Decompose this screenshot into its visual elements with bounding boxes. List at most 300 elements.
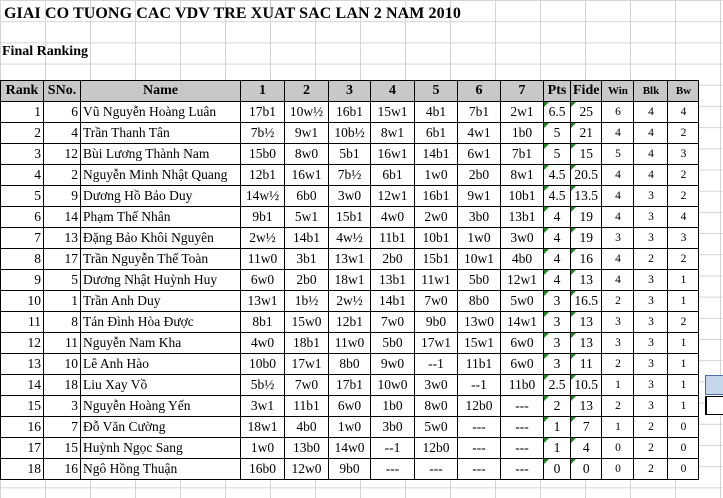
cell-sno[interactable]: 12 xyxy=(44,144,81,165)
cell-round-1[interactable]: 14w½ xyxy=(241,186,285,207)
cell-round-7[interactable]: --- xyxy=(501,438,544,459)
cell-round-6[interactable]: 4w1 xyxy=(458,123,501,144)
cell-rank[interactable]: 15 xyxy=(1,396,44,417)
cell-rank[interactable]: 7 xyxy=(1,228,44,249)
cell-sno[interactable]: 10 xyxy=(44,354,81,375)
cell-round-1[interactable]: 9b1 xyxy=(241,207,285,228)
cell-pts[interactable]: 4 xyxy=(544,228,571,249)
cell-pts[interactable]: 4 xyxy=(544,270,571,291)
cell-round-7[interactable]: 6w0 xyxy=(501,354,544,375)
cell-round-7[interactable]: --- xyxy=(501,459,544,480)
cell-round-1[interactable]: 16b0 xyxy=(241,459,285,480)
cell-blk[interactable]: 2 xyxy=(634,249,668,270)
cell-name[interactable]: Tán Đình Hòa Được xyxy=(81,312,241,333)
cell-pts[interactable]: 2.5 xyxy=(544,375,571,396)
cell-round-6[interactable]: 1w0 xyxy=(458,228,501,249)
cell-pts[interactable]: 4 xyxy=(544,207,571,228)
cell-sno[interactable]: 18 xyxy=(44,375,81,396)
cell-bw[interactable]: 1 xyxy=(668,354,699,375)
cell-round-2[interactable]: 12w0 xyxy=(285,459,329,480)
cell-round-5[interactable]: 17w1 xyxy=(415,333,458,354)
cell-round-3[interactable]: 10b½ xyxy=(329,123,371,144)
cell-rank[interactable]: 4 xyxy=(1,165,44,186)
cell-round-2[interactable]: 5w1 xyxy=(285,207,329,228)
table-row xyxy=(1,123,699,144)
table-row xyxy=(1,144,699,165)
cell-pts[interactable]: 5 xyxy=(544,144,571,165)
cell-round-4[interactable]: --1 xyxy=(371,438,415,459)
cell-win[interactable]: 0 xyxy=(602,438,634,459)
header-round-6[interactable]: 6 xyxy=(458,81,501,102)
cell-name[interactable]: Trần Anh Duy xyxy=(81,291,241,312)
cell-round-4[interactable]: 3b0 xyxy=(371,417,415,438)
header-round-1[interactable]: 1 xyxy=(241,81,285,102)
cell-pts[interactable]: 4.5 xyxy=(544,186,571,207)
cell-win[interactable]: 4 xyxy=(602,165,634,186)
cell-pts[interactable]: 3 xyxy=(544,312,571,333)
cell-sno[interactable]: 16 xyxy=(44,459,81,480)
cell-round-6[interactable]: --- xyxy=(458,417,501,438)
cell-blk[interactable]: 4 xyxy=(634,165,668,186)
cell-name[interactable]: Lê Anh Hào xyxy=(81,354,241,375)
header-fide[interactable]: Fide xyxy=(571,81,602,102)
cell-fide[interactable]: 16 xyxy=(571,249,602,270)
cell-fide[interactable]: 13 xyxy=(571,396,602,417)
cell-pts[interactable]: 0 xyxy=(544,459,571,480)
ranking-table xyxy=(0,80,699,480)
cell-round-2[interactable]: 11b1 xyxy=(285,396,329,417)
cell-pts[interactable]: 1 xyxy=(544,438,571,459)
cell-round-4[interactable]: 14b1 xyxy=(371,291,415,312)
cell-round-2[interactable]: 6b0 xyxy=(285,186,329,207)
table-row xyxy=(1,291,699,312)
header-pts[interactable]: Pts xyxy=(544,81,571,102)
cell-round-6[interactable]: 5b0 xyxy=(458,270,501,291)
cell-blk[interactable]: 4 xyxy=(634,102,668,123)
cell-win[interactable]: 5 xyxy=(602,144,634,165)
cell-bw[interactable]: 2 xyxy=(668,312,699,333)
header-round-5[interactable]: 5 xyxy=(415,81,458,102)
header-round-4[interactable]: 4 xyxy=(371,81,415,102)
cell-fide[interactable]: 21 xyxy=(571,123,602,144)
cell-fide[interactable]: 10.5 xyxy=(571,375,602,396)
cell-pts[interactable]: 4.5 xyxy=(544,165,571,186)
cell-name[interactable]: Nguyễn Nam Kha xyxy=(81,333,241,354)
cell-round-2[interactable]: 9w1 xyxy=(285,123,329,144)
cell-win[interactable]: 4 xyxy=(602,207,634,228)
cell-bw[interactable]: 2 xyxy=(668,123,699,144)
cell-win[interactable]: 1 xyxy=(602,417,634,438)
cell-round-4[interactable]: 8w1 xyxy=(371,123,415,144)
cell-round-4[interactable]: 5b0 xyxy=(371,333,415,354)
cell-bw[interactable]: 3 xyxy=(668,144,699,165)
cell-round-2[interactable]: 7w0 xyxy=(285,375,329,396)
cell-win[interactable]: 2 xyxy=(602,354,634,375)
cell-round-7[interactable]: 1b0 xyxy=(501,123,544,144)
cell-blk[interactable]: 3 xyxy=(634,228,668,249)
cell-blk[interactable]: 3 xyxy=(634,354,668,375)
cell-name[interactable]: Ngô Hồng Thuận xyxy=(81,459,241,480)
cell-rank[interactable]: 5 xyxy=(1,186,44,207)
cell-rank[interactable]: 3 xyxy=(1,144,44,165)
cell-round-4[interactable]: 10w0 xyxy=(371,375,415,396)
cell-round-6[interactable]: 8b0 xyxy=(458,291,501,312)
cell-bw[interactable]: 0 xyxy=(668,417,699,438)
cell-round-7[interactable]: 2w1 xyxy=(501,102,544,123)
cell-round-7[interactable]: 11b0 xyxy=(501,375,544,396)
header-row xyxy=(1,81,699,102)
cell-round-3[interactable]: 17b1 xyxy=(329,375,371,396)
cell-pts[interactable]: 2 xyxy=(544,396,571,417)
cell-rank[interactable]: 9 xyxy=(1,270,44,291)
cell-round-2[interactable]: 8w0 xyxy=(285,144,329,165)
cell-bw[interactable]: 2 xyxy=(668,165,699,186)
cell-pts[interactable]: 6.5 xyxy=(544,102,571,123)
cell-round-3[interactable]: 2w½ xyxy=(329,291,371,312)
cell-fide[interactable]: 16.5 xyxy=(571,291,602,312)
cell-round-3[interactable]: 1w0 xyxy=(329,417,371,438)
header-sno[interactable]: SNo. xyxy=(44,81,81,102)
cell-round-1[interactable]: 17b1 xyxy=(241,102,285,123)
cell-round-4[interactable]: 12w1 xyxy=(371,186,415,207)
cell-round-1[interactable]: 12b1 xyxy=(241,165,285,186)
cell-name[interactable]: Đặng Bảo Khôi Nguyên xyxy=(81,228,241,249)
cell-round-7[interactable]: 8w1 xyxy=(501,165,544,186)
cell-round-7[interactable]: 13b1 xyxy=(501,207,544,228)
cell-fide[interactable]: 20.5 xyxy=(571,165,602,186)
cell-blk[interactable]: 3 xyxy=(634,270,668,291)
cell-bw[interactable]: 2 xyxy=(668,186,699,207)
cell-round-5[interactable]: 11w1 xyxy=(415,270,458,291)
cell-round-5[interactable]: 14b1 xyxy=(415,144,458,165)
cell-sno[interactable]: 3 xyxy=(44,396,81,417)
cell-sno[interactable]: 6 xyxy=(44,102,81,123)
cell-win[interactable]: 3 xyxy=(602,312,634,333)
cell-rank[interactable]: 12 xyxy=(1,333,44,354)
cell-win[interactable]: 2 xyxy=(602,396,634,417)
cell-blk[interactable]: 2 xyxy=(634,438,668,459)
cell-rank[interactable]: 2 xyxy=(1,123,44,144)
cell-round-3[interactable]: 9b0 xyxy=(329,459,371,480)
cell-fide[interactable]: 13 xyxy=(571,312,602,333)
cell-fide[interactable]: 13.5 xyxy=(571,186,602,207)
cell-round-1[interactable]: 13w1 xyxy=(241,291,285,312)
cell-round-7[interactable]: 5w0 xyxy=(501,291,544,312)
cell-round-5[interactable]: 8w0 xyxy=(415,396,458,417)
table-row xyxy=(1,270,699,291)
cell-round-5[interactable]: --- xyxy=(415,459,458,480)
cell-win[interactable]: 4 xyxy=(602,270,634,291)
cell-rank[interactable]: 14 xyxy=(1,375,44,396)
cell-rank[interactable]: 13 xyxy=(1,354,44,375)
cell-win[interactable]: 0 xyxy=(602,459,634,480)
cell-round-5[interactable]: 16b1 xyxy=(415,186,458,207)
cell-round-5[interactable]: 6b1 xyxy=(415,123,458,144)
cell-bw[interactable]: 0 xyxy=(668,459,699,480)
cell-pts[interactable]: 5 xyxy=(544,123,571,144)
cell-blk[interactable]: 4 xyxy=(634,144,668,165)
cell-name[interactable]: Phạm Thế Nhân xyxy=(81,207,241,228)
cell-win[interactable]: 4 xyxy=(602,123,634,144)
cell-name[interactable]: Nguyễn Hoàng Yến xyxy=(81,396,241,417)
cell-rank[interactable]: 10 xyxy=(1,291,44,312)
cell-sno[interactable]: 7 xyxy=(44,417,81,438)
cell-fide[interactable]: 19 xyxy=(571,207,602,228)
cell-round-2[interactable]: 10w½ xyxy=(285,102,329,123)
cell-round-4[interactable]: 11b1 xyxy=(371,228,415,249)
cell-round-6[interactable]: 13w0 xyxy=(458,312,501,333)
cell-round-4[interactable]: 9w0 xyxy=(371,354,415,375)
cell-round-6[interactable]: 9w1 xyxy=(458,186,501,207)
cell-round-2[interactable]: 16w1 xyxy=(285,165,329,186)
cell-round-6[interactable]: 11b1 xyxy=(458,354,501,375)
cell-round-1[interactable]: 11w0 xyxy=(241,249,285,270)
table-row xyxy=(1,375,699,396)
cell-round-7[interactable]: 7b1 xyxy=(501,144,544,165)
cell-round-3[interactable]: 4w½ xyxy=(329,228,371,249)
cell-round-5[interactable]: 15b1 xyxy=(415,249,458,270)
cell-blk[interactable]: 3 xyxy=(634,312,668,333)
table-row xyxy=(1,417,699,438)
cell-win[interactable]: 4 xyxy=(602,249,634,270)
cell-round-5[interactable]: 5w0 xyxy=(415,417,458,438)
cell-rank[interactable]: 8 xyxy=(1,249,44,270)
cell-win[interactable]: 3 xyxy=(602,228,634,249)
cell-round-7[interactable]: --- xyxy=(501,417,544,438)
cell-round-3[interactable]: 5b1 xyxy=(329,144,371,165)
cell-bw[interactable]: 4 xyxy=(668,102,699,123)
cell-round-4[interactable]: 15w1 xyxy=(371,102,415,123)
cell-sno[interactable]: 13 xyxy=(44,228,81,249)
cell-sno[interactable]: 1 xyxy=(44,291,81,312)
cell-round-7[interactable]: 12w1 xyxy=(501,270,544,291)
cell-name[interactable]: Nguyễn Minh Nhật Quang xyxy=(81,165,241,186)
cell-fide[interactable]: 25 xyxy=(571,102,602,123)
cell-name[interactable]: Vũ Nguyễn Hoàng Luân xyxy=(81,102,241,123)
cell-sno[interactable]: 2 xyxy=(44,165,81,186)
cell-round-7[interactable]: --- xyxy=(501,396,544,417)
cell-sno[interactable]: 5 xyxy=(44,270,81,291)
cell-round-3[interactable]: 6w0 xyxy=(329,396,371,417)
cell-sno[interactable]: 15 xyxy=(44,438,81,459)
cell-blk[interactable]: 3 xyxy=(634,186,668,207)
cell-win[interactable]: 3 xyxy=(602,333,634,354)
cell-sno[interactable]: 4 xyxy=(44,123,81,144)
cell-fide[interactable]: 15 xyxy=(571,144,602,165)
cell-round-4[interactable]: 2b0 xyxy=(371,249,415,270)
cell-round-5[interactable]: 4b1 xyxy=(415,102,458,123)
cell-round-1[interactable]: 6w0 xyxy=(241,270,285,291)
cell-round-2[interactable]: 2b0 xyxy=(285,270,329,291)
cell-round-3[interactable]: 14w0 xyxy=(329,438,371,459)
cell-round-2[interactable]: 17w1 xyxy=(285,354,329,375)
cell-round-1[interactable]: 7b½ xyxy=(241,123,285,144)
cell-fide[interactable]: 11 xyxy=(571,354,602,375)
header-bw[interactable]: Bw xyxy=(668,81,699,102)
table-row xyxy=(1,438,699,459)
cell-round-7[interactable]: 14w1 xyxy=(501,312,544,333)
cell-round-1[interactable]: 2w½ xyxy=(241,228,285,249)
cell-rank[interactable]: 1 xyxy=(1,102,44,123)
cell-round-6[interactable]: 10w1 xyxy=(458,249,501,270)
cell-bw[interactable]: 1 xyxy=(668,291,699,312)
cell-round-4[interactable]: 1b0 xyxy=(371,396,415,417)
cell-round-7[interactable]: 6w0 xyxy=(501,333,544,354)
cell-round-5[interactable]: 7w0 xyxy=(415,291,458,312)
page-title: GIAI CO TUONG CAC VDV TRE XUAT SAC LAN 2 NAM 2010 xyxy=(4,5,461,22)
cell-bw[interactable]: 1 xyxy=(668,396,699,417)
cell-fide[interactable]: 13 xyxy=(571,333,602,354)
cell-fide[interactable]: 4 xyxy=(571,438,602,459)
cell-round-6[interactable]: 15w1 xyxy=(458,333,501,354)
cell-fide[interactable]: 7 xyxy=(571,417,602,438)
cell-round-2[interactable]: 15w0 xyxy=(285,312,329,333)
cell-sno[interactable]: 9 xyxy=(44,186,81,207)
cell-round-3[interactable]: 16b1 xyxy=(329,102,371,123)
cell-rank[interactable]: 17 xyxy=(1,438,44,459)
cell-round-2[interactable]: 4b0 xyxy=(285,417,329,438)
cell-sno[interactable]: 17 xyxy=(44,249,81,270)
cell-bw[interactable]: 1 xyxy=(668,270,699,291)
cell-blk[interactable]: 3 xyxy=(634,333,668,354)
cell-round-3[interactable]: 18w1 xyxy=(329,270,371,291)
cell-round-4[interactable]: 13b1 xyxy=(371,270,415,291)
cell-round-4[interactable]: --- xyxy=(371,459,415,480)
cell-sno[interactable]: 8 xyxy=(44,312,81,333)
cell-round-7[interactable]: 10b1 xyxy=(501,186,544,207)
header-round-7[interactable]: 7 xyxy=(501,81,544,102)
cell-blk[interactable]: 3 xyxy=(634,375,668,396)
cell-win[interactable]: 6 xyxy=(602,102,634,123)
cell-round-4[interactable]: 6b1 xyxy=(371,165,415,186)
cell-pts[interactable]: 3 xyxy=(544,291,571,312)
cell-rank[interactable]: 18 xyxy=(1,459,44,480)
cell-round-2[interactable]: 14b1 xyxy=(285,228,329,249)
cell-pts[interactable]: 1 xyxy=(544,417,571,438)
cell-blk[interactable]: 3 xyxy=(634,291,668,312)
cell-blk[interactable]: 2 xyxy=(634,417,668,438)
cell-round-3[interactable]: 12b1 xyxy=(329,312,371,333)
cell-round-6[interactable]: --- xyxy=(458,459,501,480)
table-row xyxy=(1,333,699,354)
cell-round-3[interactable]: 8b0 xyxy=(329,354,371,375)
cell-round-3[interactable]: 13w1 xyxy=(329,249,371,270)
cell-fide[interactable]: 13 xyxy=(571,270,602,291)
cell-round-4[interactable]: 4w0 xyxy=(371,207,415,228)
cell-round-6[interactable]: 3b0 xyxy=(458,207,501,228)
cell-round-5[interactable]: 3w0 xyxy=(415,375,458,396)
cell-round-4[interactable]: 7w0 xyxy=(371,312,415,333)
cell-round-6[interactable]: --1 xyxy=(458,375,501,396)
cell-sno[interactable]: 14 xyxy=(44,207,81,228)
header-round-2[interactable]: 2 xyxy=(285,81,329,102)
cell-round-1[interactable]: 5b½ xyxy=(241,375,285,396)
cell-win[interactable]: 4 xyxy=(602,186,634,207)
cell-pts[interactable]: 3 xyxy=(544,354,571,375)
cell-name[interactable]: Huỳnh Ngọc Sang xyxy=(81,438,241,459)
cell-round-7[interactable]: 3w0 xyxy=(501,228,544,249)
cell-round-5[interactable]: 9b0 xyxy=(415,312,458,333)
cell-round-5[interactable]: --1 xyxy=(415,354,458,375)
cell-blk[interactable]: 4 xyxy=(634,123,668,144)
cell-round-6[interactable]: 2b0 xyxy=(458,165,501,186)
subtitle: Final Ranking xyxy=(2,44,88,59)
cell-round-6[interactable]: 7b1 xyxy=(458,102,501,123)
cell-fide[interactable]: 19 xyxy=(571,228,602,249)
cell-rank[interactable]: 11 xyxy=(1,312,44,333)
cell-bw[interactable]: 1 xyxy=(668,333,699,354)
header-round-3[interactable]: 3 xyxy=(329,81,371,102)
cell-round-3[interactable]: 11w0 xyxy=(329,333,371,354)
cell-round-1[interactable]: 8b1 xyxy=(241,312,285,333)
cell-round-1[interactable]: 4w0 xyxy=(241,333,285,354)
cell-round-1[interactable]: 18w1 xyxy=(241,417,285,438)
cell-round-2[interactable]: 1b½ xyxy=(285,291,329,312)
cell-name[interactable]: Dương Hồ Bảo Duy xyxy=(81,186,241,207)
cell-bw[interactable]: 2 xyxy=(668,249,699,270)
cell-pts[interactable]: 3 xyxy=(544,333,571,354)
cell-round-3[interactable]: 7b½ xyxy=(329,165,371,186)
header-rank[interactable]: Rank xyxy=(1,81,44,102)
header-name[interactable]: Name xyxy=(81,81,241,102)
cell-name[interactable]: Đỗ Văn Cường xyxy=(81,417,241,438)
cell-bw[interactable]: 0 xyxy=(668,438,699,459)
cell-blk[interactable]: 3 xyxy=(634,396,668,417)
cell-round-2[interactable]: 3b1 xyxy=(285,249,329,270)
cell-win[interactable]: 2 xyxy=(602,291,634,312)
cell-round-6[interactable]: 6w1 xyxy=(458,144,501,165)
selected-cell[interactable] xyxy=(705,375,723,395)
cell-round-4[interactable]: 16w1 xyxy=(371,144,415,165)
cell-round-1[interactable]: 15b0 xyxy=(241,144,285,165)
cell-win[interactable]: 1 xyxy=(602,375,634,396)
cell-name[interactable]: Dương Nhật Huỳnh Huy xyxy=(81,270,241,291)
cell-round-6[interactable]: --- xyxy=(458,438,501,459)
cell-round-1[interactable]: 1w0 xyxy=(241,438,285,459)
cell-blk[interactable]: 3 xyxy=(634,207,668,228)
cell-round-5[interactable]: 1w0 xyxy=(415,165,458,186)
cell-round-5[interactable]: 12b0 xyxy=(415,438,458,459)
cell-name[interactable]: Bùi Lương Thành Nam xyxy=(81,144,241,165)
active-cell-border[interactable] xyxy=(705,396,723,415)
cell-name[interactable]: Trần Nguyễn Thế Toàn xyxy=(81,249,241,270)
cell-bw[interactable]: 1 xyxy=(668,375,699,396)
cell-round-3[interactable]: 3w0 xyxy=(329,186,371,207)
cell-rank[interactable]: 16 xyxy=(1,417,44,438)
cell-name[interactable]: Trần Thanh Tân xyxy=(81,123,241,144)
cell-bw[interactable]: 4 xyxy=(668,207,699,228)
cell-round-2[interactable]: 13b0 xyxy=(285,438,329,459)
cell-round-3[interactable]: 15b1 xyxy=(329,207,371,228)
cell-round-1[interactable]: 3w1 xyxy=(241,396,285,417)
header-blk[interactable]: Blk xyxy=(634,81,668,102)
cell-round-5[interactable]: 10b1 xyxy=(415,228,458,249)
table-row xyxy=(1,312,699,333)
cell-fide[interactable]: 0 xyxy=(571,459,602,480)
cell-pts[interactable]: 4 xyxy=(544,249,571,270)
cell-name[interactable]: Liu Xay Vồ xyxy=(81,375,241,396)
cell-bw[interactable]: 3 xyxy=(668,228,699,249)
cell-rank[interactable]: 6 xyxy=(1,207,44,228)
cell-sno[interactable]: 11 xyxy=(44,333,81,354)
cell-round-6[interactable]: 12b0 xyxy=(458,396,501,417)
cell-blk[interactable]: 2 xyxy=(634,459,668,480)
header-win[interactable]: Win xyxy=(602,81,634,102)
cell-round-5[interactable]: 2w0 xyxy=(415,207,458,228)
cell-round-2[interactable]: 18b1 xyxy=(285,333,329,354)
cell-round-1[interactable]: 10b0 xyxy=(241,354,285,375)
cell-round-7[interactable]: 4b0 xyxy=(501,249,544,270)
